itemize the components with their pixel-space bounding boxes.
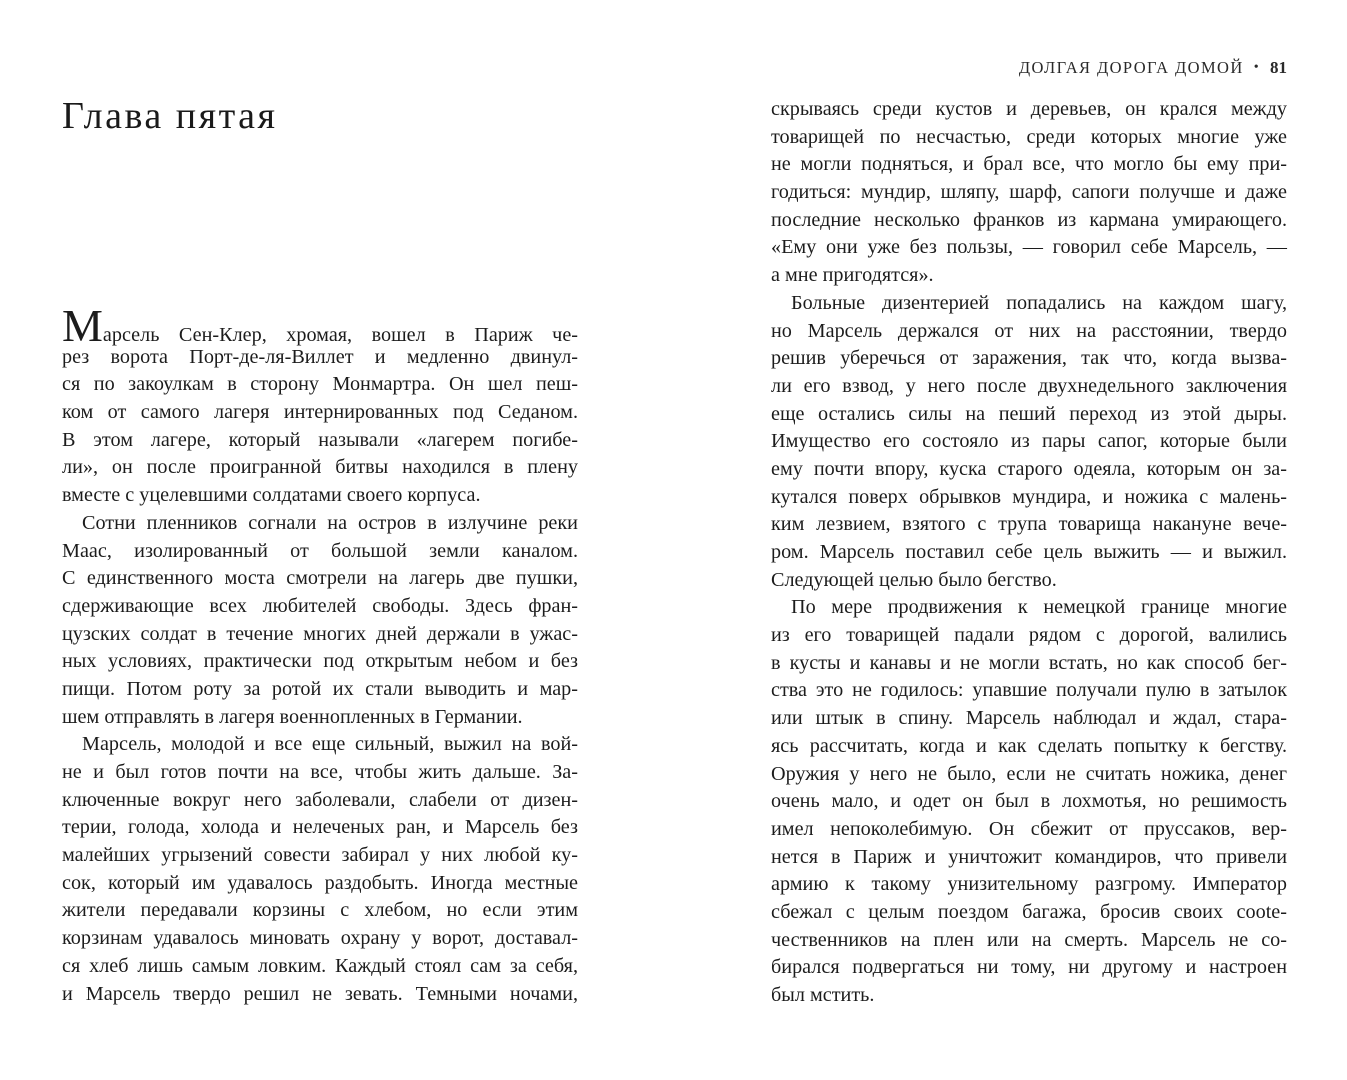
text-line: С единственного моста смотрели на лагерь две пушки, <box>62 567 578 590</box>
text-line: бирался подвергаться ни тому, ни другому и настроен <box>771 956 1287 979</box>
text-line: в кусты и канавы и не могли встать, но как способ бег- <box>771 651 1287 674</box>
text-line: ся по закоулкам в сторону Монмартра. Он шел пеш- <box>62 373 578 396</box>
text-line: ных условиях, практически под открытым небом и без <box>62 650 578 673</box>
text-line: пищи. Потом роту за ротой их стали выводить и мар- <box>62 677 578 700</box>
dropcap-letter: М <box>62 300 103 351</box>
text-line: По мере продвижения к немецкой границе многие <box>791 596 1287 619</box>
text-line: ком от самого лагеря интернированных под Седаном. <box>62 401 578 424</box>
text-line: был мстить. <box>771 984 875 1006</box>
text-line <box>62 300 578 351</box>
text-line: сбежал с целым поездом багажа, бросив своих соote- <box>771 900 1287 923</box>
chapter-title: Глава пятая <box>62 95 278 137</box>
text-line: не и был готов почти на все, чтобы жить дальше. За- <box>62 761 578 783</box>
text-line: чественников на плен или на смерть. Марсель не со- <box>771 928 1287 951</box>
right-page <box>673 0 1347 1080</box>
running-head <box>1019 58 1287 78</box>
text-line: корзинам удавалось миновать охрану у ворот, доставал- <box>62 927 578 950</box>
left-page-body <box>62 300 578 1008</box>
text-line-content: арсель Сен-Клер, хромая, вошел в Париж че- <box>102 324 578 346</box>
text-line: ключенные вокруг него заболевали, слабели от дизен- <box>62 788 578 811</box>
text-line: имел непоколебимую. Он сбежит от пруссаков, вер- <box>771 817 1287 840</box>
text-line: цузских солдат в течение многих дней держали в ужас- <box>62 622 578 645</box>
text-line: Имущество его состояло из пары сапог, которые были <box>771 430 1287 453</box>
text-line: сок, который им удавалось раздобыть. Иногда местные <box>62 871 578 894</box>
text-line: но Марсель держался от них на расстоянии, твердо <box>771 319 1287 342</box>
left-page <box>0 0 673 1080</box>
text-line: не могли подняться, и брал все, что могло бы ему при- <box>771 153 1287 176</box>
text-line: ства это не годилось: упавшие получали пулю в затылок <box>771 679 1287 702</box>
text-line: решив уберечься от заражения, так что, когда вызва- <box>771 347 1287 370</box>
text-line: товарищей по несчастью, среди которых многие уже <box>771 125 1287 148</box>
text-line: Марсель, молодой и все еще сильный, выжил на вой- <box>82 733 578 756</box>
text-line: вместе с уцелевшими солдатами своего корпуса. <box>62 484 481 507</box>
text-line: ясь рассчитать, когда и как сделать попытку к бегству. <box>771 734 1287 757</box>
text-line: малейших угрызений совести забирал у них любой ку- <box>62 844 578 867</box>
text-line: последние несколько франков из кармана умирающего. <box>771 208 1287 231</box>
text-line: кутался поверх обрывков мундира, и ножика с малень- <box>771 485 1287 508</box>
text-line: очень мало, и одет он был в лохмотья, но решимость <box>771 790 1287 813</box>
text-line: нется в Париж и уничтожит командиров, что привели <box>771 845 1287 868</box>
text-line: Сотни пленников согнали на остров в излучине реки <box>82 511 578 534</box>
text-line: В этом лагере, который называли «лагерем погибе- <box>62 428 578 451</box>
text-line: ким лезвием, взятого с трупа товарища накануне вече- <box>771 513 1287 536</box>
text-line: Маас, изолированный от большой земли каналом. <box>62 539 578 562</box>
text-line: рез ворота Порт-де-ля-Виллет и медленно двинул- <box>62 345 578 368</box>
text-line: терии, голода, холода и нелеченых ран, и Марсель без <box>62 816 578 839</box>
right-page-body <box>771 96 1287 1010</box>
text-line: Следующей целью было бегство. <box>771 568 1057 591</box>
text-line: шем отправлять в лагеря военнопленных в Германии. <box>62 705 523 728</box>
text-line: жители передавали корзины с хлебом, но если этим <box>62 899 578 922</box>
text-line: или штык в спину. Марсель наблюдал и ждал, стара- <box>771 707 1287 730</box>
text-line: из его товарищей падали рядом с дорогой, валились <box>771 624 1287 647</box>
page-number: 81 <box>1270 58 1287 77</box>
running-head-title: ДОЛГАЯ ДОРОГА ДОМОЙ <box>1018 58 1244 77</box>
text-line: Оружия у него не было, если не считать ножика, денег <box>771 762 1287 785</box>
text-line: ли», он после проигранной битвы находился в плену <box>62 456 578 479</box>
text-line: армию к такому унизительному разгрому. Император <box>771 873 1287 896</box>
text-line: а мне пригодятся». <box>771 264 934 287</box>
text-line: «Ему они уже без пользы, — говорил себе Марсель, — <box>771 236 1287 259</box>
text-line: ему почти впору, куска старого одеяла, которым он за- <box>771 457 1287 480</box>
text-line: Больные дизентерией попадались на каждом шагу, <box>791 291 1287 314</box>
text-line: и Марсель твердо решил не зевать. Темными ночами, <box>62 982 578 1005</box>
text-line: ром. Марсель поставил себе цель выжить — и выжил. <box>771 541 1287 563</box>
text-line: скрываясь среди кустов и деревьев, он крался между <box>771 98 1287 120</box>
text-line: сдерживающие всех любителей свободы. Здесь фран- <box>62 594 578 617</box>
text-line: ли его взвод, у него после двухнедельного заключения <box>771 374 1287 397</box>
text-line: еще остались силы на пеший переход из этой дыры. <box>771 402 1287 425</box>
text-line: ся хлеб лишь самым ловким. Каждый стоял сам за себя, <box>62 954 578 977</box>
bullet-separator-icon: • <box>1253 60 1260 75</box>
text-line: годиться: мундир, шляпу, шарф, сапоги получше и даже <box>771 181 1287 204</box>
